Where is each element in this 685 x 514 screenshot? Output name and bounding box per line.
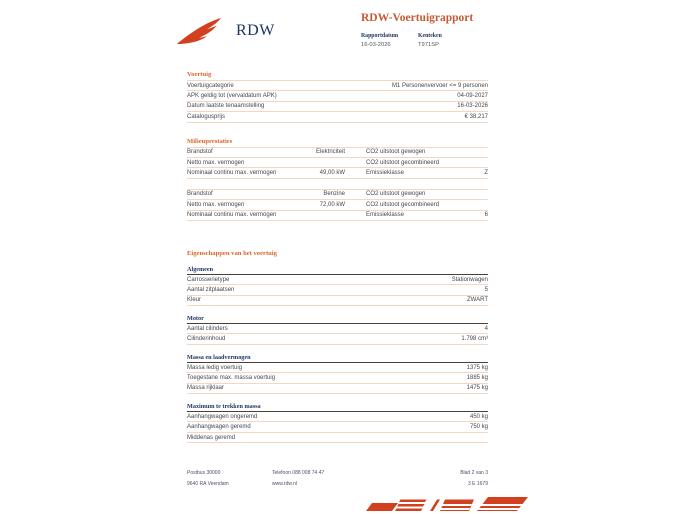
footer-form-code: 3 E 1679 (467, 480, 488, 487)
row-label: Middenas geremd (187, 434, 236, 441)
row-value: Benzine (323, 191, 345, 198)
row-label: Cilinderinhoud (187, 336, 226, 343)
table-row (187, 422, 488, 432)
footer-phone: Telefoon 088 008 74 47 (272, 470, 325, 476)
row-value: 04-09-2027 (457, 93, 488, 100)
row-label: Aanhangwagen ongeremd (187, 413, 258, 420)
row-label: Carrosserietype (187, 276, 230, 283)
row-value: Elektriciteit (315, 149, 345, 156)
row-label: Emissieklasse (366, 170, 405, 177)
row-value: 750 kg (469, 424, 488, 431)
row-value: 1475 kg (466, 385, 488, 392)
table-row (187, 334, 488, 344)
row-label: Nominaal continu max. vermogen (187, 212, 277, 219)
table-row (187, 285, 488, 295)
row-label: Kleur (187, 297, 202, 304)
footer-address (187, 470, 229, 491)
group-title: Algemeen (187, 265, 488, 275)
rdw-logo-text: RDW (236, 22, 275, 39)
row-label: Netto max. vermogen (187, 201, 245, 208)
section-heading-eigenschappen: Eigenschappen van het voertuig (187, 249, 277, 257)
row-value: 72,00 kW (319, 201, 345, 208)
row-label: Voertuigcategorie (187, 82, 234, 89)
row-label: APK geldig tot (vervaldatum APK) (187, 93, 277, 100)
footer-stripes-graphic (366, 496, 528, 514)
row-label: Datum laatste tenaamstelling (187, 103, 265, 110)
footer-page-indicator: Blad 2 van 3 (460, 470, 488, 476)
row-value: € 38.217 (464, 113, 488, 120)
table-row (187, 112, 488, 122)
row-value: 450 kg (469, 413, 488, 420)
table-row (187, 373, 488, 383)
table-row (187, 168, 488, 178)
footer-address-line1: Postbus 30000 (187, 470, 221, 476)
voertuig-table (187, 80, 488, 123)
row-label: Emissieklasse (366, 212, 405, 219)
row-label: CO2 uitstoot gewogen (366, 191, 426, 198)
footer-website: www.rdw.nl (272, 480, 298, 487)
row-label: CO2 uitstoot gewogen (366, 149, 426, 156)
table-row (187, 412, 488, 422)
row-label: Toegestane max. massa voertuig (187, 374, 276, 381)
row-value: 16-03-2026 (457, 103, 488, 110)
rdw-wing-icon (176, 15, 228, 47)
report-header (361, 12, 488, 48)
report-date-label: Rapportdatum (361, 33, 399, 39)
row-value: 49,00 kW (319, 170, 345, 177)
footer-address-line2: 9640 RA Veendam (187, 480, 229, 487)
table-row (187, 81, 488, 91)
group-algemeen (187, 265, 488, 306)
footer-page-info (460, 470, 488, 491)
table-row (187, 190, 488, 200)
kenteken-label: Kenteken (418, 33, 442, 39)
row-label: Aantal cilinders (187, 325, 228, 332)
group-title: Maximum te trekken massa (187, 402, 488, 412)
group-motor (187, 314, 488, 345)
page-footer (187, 470, 488, 494)
row-label: Aanhangwagen geremd (187, 424, 251, 431)
table-row (187, 275, 488, 285)
table-row (187, 433, 488, 443)
kenteken-block (418, 33, 442, 48)
group-title: Massa en laadvermogen (187, 353, 488, 363)
table-row (187, 384, 488, 394)
row-label: Brandstof (187, 191, 213, 198)
table-row (187, 158, 488, 168)
row-label: Brandstof (187, 149, 213, 156)
row-value: ZWART (467, 297, 488, 304)
report-date-value: 16-03-2026 (361, 41, 391, 48)
table-row (187, 324, 488, 334)
table-row (187, 200, 488, 210)
row-value: Stationwagen (451, 276, 488, 283)
rdw-logo (176, 15, 275, 47)
footer-contact (272, 470, 324, 491)
group-trekken-massa (187, 402, 488, 443)
milieu-block-electric (187, 147, 488, 179)
row-label: Aantal zitplaatsen (187, 286, 235, 293)
row-label: Massa rijklaar (187, 385, 225, 392)
row-label: Massa ledig voertuig (187, 364, 243, 371)
row-value: 1375 kg (466, 364, 488, 371)
row-value: 1.798 cm³ (461, 336, 488, 343)
row-label: Netto max. vermogen (187, 159, 245, 166)
row-value: 4 (484, 325, 488, 332)
section-heading-milieuprestaties: Milieuprestaties (187, 137, 233, 145)
row-label: CO2 uitstoot gecombineerd (366, 201, 440, 208)
table-row (187, 91, 488, 101)
section-heading-voertuig: Voertuig (187, 71, 212, 78)
row-value: 1885 kg (466, 374, 488, 381)
table-row (187, 363, 488, 373)
report-meta (361, 33, 488, 48)
group-massa (187, 353, 488, 394)
group-title: Motor (187, 314, 488, 324)
row-label: Catalogusprijs (187, 113, 226, 120)
table-row (187, 211, 488, 221)
milieu-block-petrol (187, 189, 488, 221)
table-row (187, 296, 488, 306)
report-body (187, 71, 488, 443)
table-row (187, 148, 488, 158)
row-value: M1 Personenvervoer <= 9 personen (391, 82, 488, 89)
kenteken-value: T971SP (418, 41, 439, 48)
table-row (187, 102, 488, 112)
row-label: CO2 uitstoot gecombineerd (366, 159, 440, 166)
page-title: RDW-Voertuigrapport (361, 12, 474, 24)
row-value: Z (484, 170, 488, 177)
row-value: 6 (484, 212, 488, 219)
row-label: Nominaal continu max. vermogen (187, 170, 277, 177)
report-date-block (361, 33, 418, 48)
row-value: 5 (484, 286, 488, 293)
